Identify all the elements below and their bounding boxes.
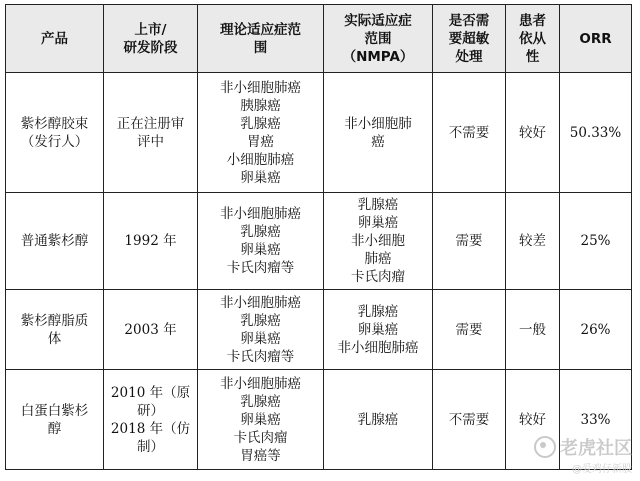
cell-text-line: 正在注册审 <box>116 115 185 132</box>
cell-text-line: 评中 <box>137 133 164 150</box>
cell-text-line: 卵巢癌 <box>357 321 399 338</box>
cell-text-line: 2003 年 <box>124 321 177 338</box>
cell-text-line: 50.33% <box>569 124 622 141</box>
cell-text-line: 卡氏肉瘤等 <box>226 260 295 276</box>
cell-text-line: 醇 <box>47 420 62 437</box>
stage-cell <box>104 73 198 193</box>
cell-text-line: 乳腺癌 <box>240 312 281 329</box>
cell-text-line: 卡氏肉瘤等 <box>226 348 295 365</box>
cell-text-line: 1992 年 <box>124 233 177 249</box>
product-cell <box>6 73 104 193</box>
cell-text-line: 胰腺癌 <box>240 97 281 114</box>
compliance-cell <box>506 290 560 370</box>
cell-text-line: ORR <box>579 30 612 47</box>
cell-text-line: 普通紫杉醇 <box>20 233 89 249</box>
theory-indication-cell <box>198 193 324 290</box>
cell-text-line: 不需要 <box>448 124 490 141</box>
cell-text-line: 肺癌 <box>364 251 392 267</box>
cell-text-line: 非小细胞肺癌 <box>220 375 301 392</box>
cell-text-line: 处理 <box>455 48 483 65</box>
header-cell <box>433 5 506 73</box>
hypersensitivity-cell <box>433 193 506 290</box>
cell-text-line: 非小细胞肺癌 <box>337 339 419 356</box>
cell-text-line: 25% <box>580 233 611 249</box>
watermark-brand: 老虎社区 <box>560 438 632 459</box>
table-row <box>6 370 632 470</box>
cell-text-line: 卵巢癌 <box>240 242 281 258</box>
cell-text-line: 非小细胞 <box>351 233 405 249</box>
cell-text-line: 紫杉醇脂质 <box>20 312 89 329</box>
table-row <box>6 73 632 193</box>
cell-text-line: 产品 <box>41 30 68 47</box>
cell-text-line: 2018 年（仿 <box>110 420 191 437</box>
cell-text-line: 紫杉醇胶束 <box>20 115 89 132</box>
cell-text-line: 依从 <box>519 30 546 47</box>
cell-text-line: 卵巢癌 <box>240 169 281 186</box>
cell-text-line: 癌 <box>371 133 385 150</box>
cell-text-line: 范围 <box>364 30 392 47</box>
cell-text-line: 理论适应症范 <box>220 21 301 38</box>
table-row <box>6 290 632 370</box>
header-cell <box>104 5 198 73</box>
theory-indication-cell <box>198 290 324 370</box>
cell-text-line: 要超敏 <box>448 30 490 47</box>
product-cell <box>6 290 104 370</box>
orr-cell <box>560 73 632 193</box>
cell-text-line: 性 <box>525 48 540 65</box>
hypersensitivity-cell <box>433 290 506 370</box>
cell-text-line: 26% <box>580 321 611 338</box>
cell-text-line: 乳腺癌 <box>240 115 281 132</box>
cell-text-line: 非小细胞肺癌 <box>220 79 301 96</box>
cell-text-line: 研发阶段 <box>123 39 178 56</box>
orr-cell <box>560 290 632 370</box>
header-cell <box>198 5 324 73</box>
cell-text-line: 制） <box>137 438 164 455</box>
header-cell <box>6 5 104 73</box>
cell-text-line: 乳腺癌 <box>357 197 399 213</box>
cell-text-line: 卡氏肉瘤 <box>233 429 288 446</box>
cell-text-line: 围 <box>253 39 268 56</box>
cell-text-line: 是否需 <box>448 12 490 29</box>
comparison-table <box>5 4 632 470</box>
cell-text-line: 较好 <box>519 411 546 428</box>
cell-text-line: 卡氏肉瘤 <box>351 269 405 285</box>
cell-text-line: 较好 <box>519 124 546 141</box>
cell-text-line: 乳腺癌 <box>357 303 399 320</box>
header-cell <box>324 5 433 73</box>
comparison-table-container <box>5 4 632 470</box>
cell-text-line: 非小细胞肺癌 <box>220 294 301 311</box>
cell-text-line: 小细胞肺癌 <box>226 151 295 168</box>
cell-text-line: 2010 年（原 <box>110 384 191 401</box>
cell-text-line: 卵巢癌 <box>240 411 281 428</box>
stage-cell <box>104 370 198 470</box>
theory-indication-cell <box>198 73 324 193</box>
orr-cell <box>560 370 632 470</box>
cell-text-line: 实际适应症 <box>344 12 412 29</box>
compliance-cell <box>506 73 560 193</box>
cell-text-line: 较差 <box>519 233 546 249</box>
cell-text-line: 非小细胞肺 <box>344 115 412 132</box>
header-cell <box>506 5 560 73</box>
compliance-cell <box>506 370 560 470</box>
cell-text-line: 需要 <box>455 233 483 249</box>
product-cell <box>6 370 104 470</box>
table-row <box>6 193 632 290</box>
cell-text-line: 乳腺癌 <box>240 393 281 410</box>
theory-indication-cell <box>198 370 324 470</box>
actual-indication-cell <box>324 290 433 370</box>
actual-indication-cell <box>324 370 433 470</box>
stage-cell <box>104 193 198 290</box>
cell-text-line: 白蛋白紫杉 <box>20 402 89 419</box>
table-header-row <box>6 5 632 73</box>
cell-text-line: 患者 <box>519 12 546 29</box>
cell-text-line: 上市/ <box>134 21 167 38</box>
cell-text-line: 需要 <box>455 321 483 338</box>
product-cell <box>6 193 104 290</box>
cell-text-line: 非小细胞肺癌 <box>220 206 301 222</box>
cell-text-line: 研） <box>137 402 164 419</box>
actual-indication-cell <box>324 73 433 193</box>
compliance-cell <box>506 193 560 290</box>
cell-text-line: 胃癌等 <box>240 447 281 464</box>
cell-text-line: 体 <box>47 330 62 347</box>
actual-indication-cell <box>324 193 433 290</box>
cell-text-line: 不需要 <box>448 411 490 428</box>
stage-cell <box>104 290 198 370</box>
cell-text-line: 33% <box>580 411 611 428</box>
cell-text-line: 卵巢癌 <box>357 215 399 231</box>
cell-text-line: 乳腺癌 <box>240 224 281 240</box>
cell-text-line: 胃癌 <box>247 133 274 150</box>
cell-text-line: （发行人） <box>20 133 89 150</box>
hypersensitivity-cell <box>433 73 506 193</box>
cell-text-line: 卵巢癌 <box>240 330 281 347</box>
watermark-sub: @爱鸡仔新股 <box>572 464 632 475</box>
cell-text-line: 一般 <box>519 321 546 338</box>
header-cell <box>560 5 632 73</box>
hypersensitivity-cell <box>433 370 506 470</box>
cell-text-line: 乳腺癌 <box>357 411 399 428</box>
cell-text-line: （NMPA） <box>342 48 414 65</box>
orr-cell <box>560 193 632 290</box>
